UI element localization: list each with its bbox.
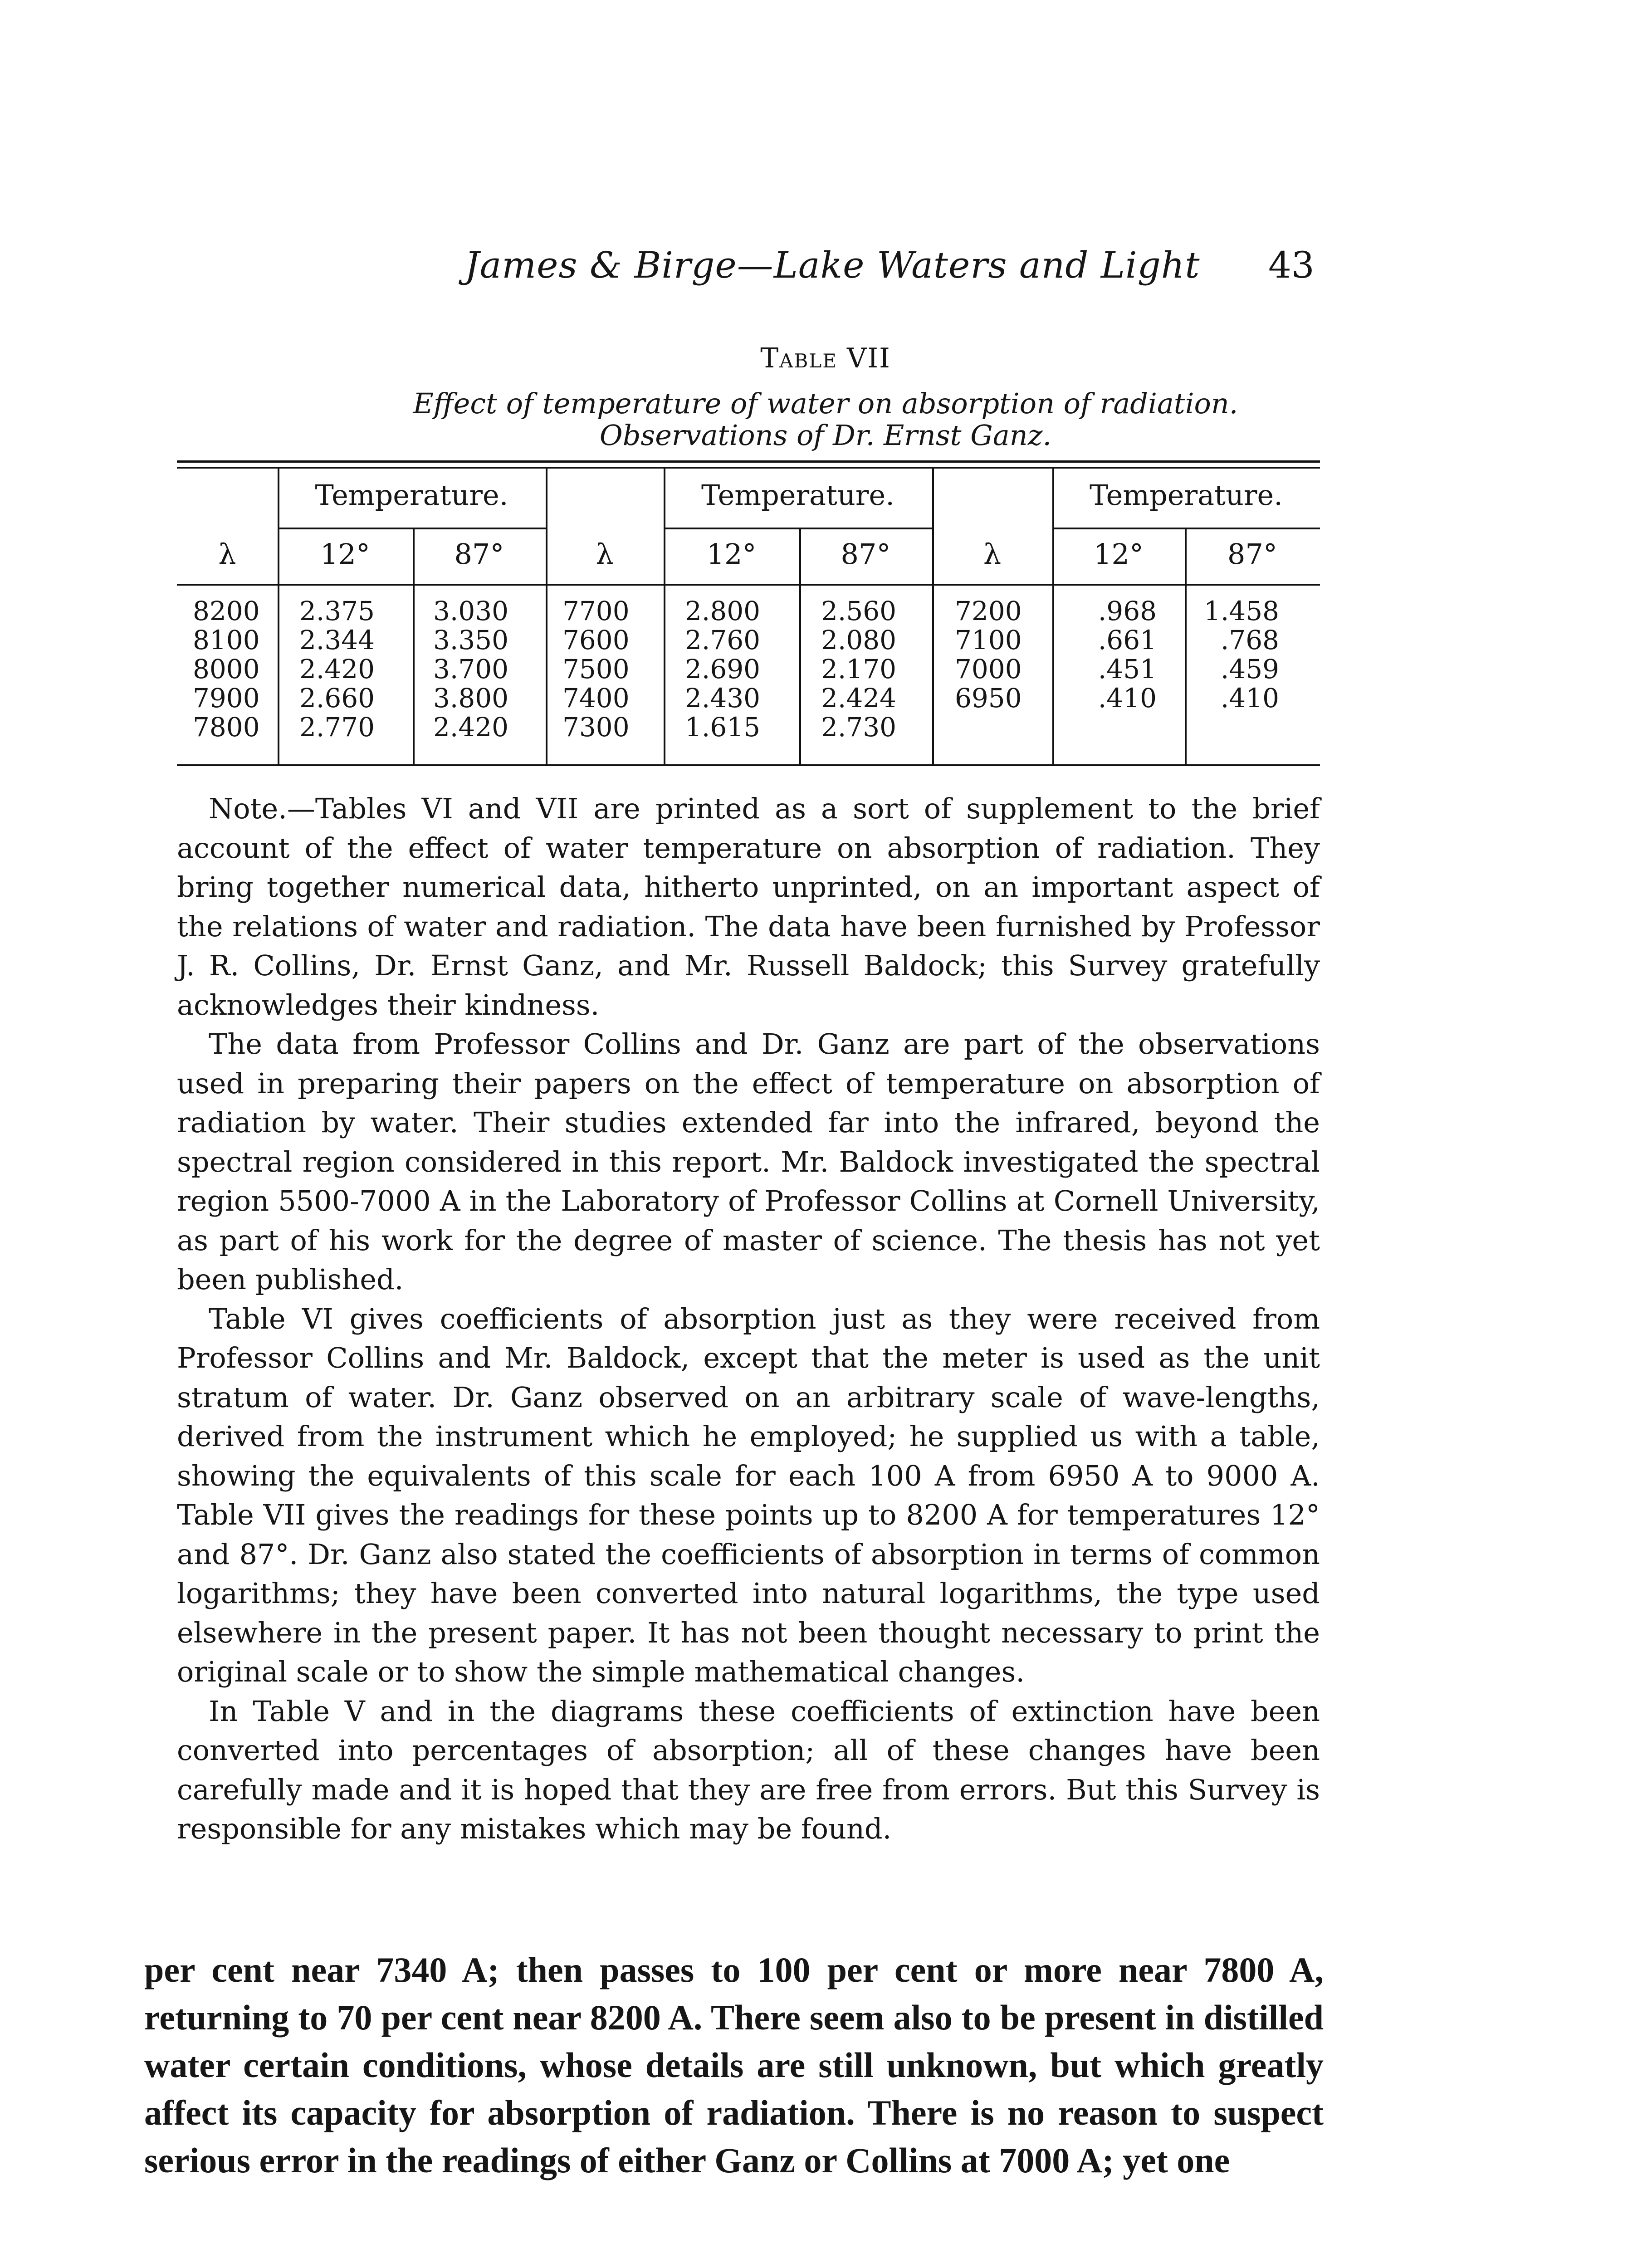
page-number: 43 [1268,244,1315,286]
note-paragraph: Table VI gives coefficients of absorption just as they were received from Professor Collins and Mr. Baldock, except that the meter is used as the unit stratum of water. Dr. Ganz observed on an arbitrary scale of wave-lengths, derived from the instrument which he employed; he supplied us with a table, showing the equivalents of this scale for each 100 A from 6950 A to 9000 A. Table VII gives the readings for these points up to 8200 A for temperatures 12° and 87°. Dr. Ganz also stated the coefficients of absorption in terms of common logarithms; they have been converted into natural logarithms, the type used elsewhere in the present paper. It has not been thought necessary to print the original scale or to show the simple mathematical changes. [177,1302,1320,1688]
table-label: Table VII [760,342,891,374]
temp-12-column: .968 .661 .451 .410 [1098,596,1157,714]
table-notes [177,789,1320,1849]
lambda-column: 8200 8100 8000 7900 7800 [193,596,260,743]
temperature-header: Temperature. [315,479,508,512]
temp-87-column: 2.560 2.080 2.170 2.424 2.730 [821,596,897,743]
data-table [177,460,1320,769]
lambda-column: 7200 7100 7000 6950 [955,596,1022,714]
table-caption-sub: Observations of Dr. Ernst Ganz. [599,419,1052,452]
temperature-underline [1052,528,1320,529]
table-caption: Effect of temperature of water on absorption of radiation. [413,387,1238,420]
lambda-header: λ [983,538,1002,571]
note-paragraph: The data from Professor Collins and Dr. Ganz are part of the observations used in preparing their papers on the effect of temperature on absorption of radiation by water. Their studies extended far into the infrared, beyond the spectral region considered in this report. Mr. Baldock investigated the spectral region 5500-7000 A in the Laboratory of Professor Collins at Cornell University, as part of his work for the degree of master of science. The thesis has not yet been published. [177,1027,1320,1296]
note-paragraph: In Table V and in the diagrams these coefficients of extinction have been converted into percentages of absorption; all of these changes have been carefully made and it is hoped that they are free from errors. But this Survey is responsible for any mistakes which may be found. [177,1694,1320,1845]
temp-87-column: 1.458 .768 .459 .410 [1203,596,1279,714]
temp-12-header: 12° [320,538,370,571]
running-head: James & Birge—Lake Waters and Light [464,244,1200,286]
lambda-header: λ [218,538,236,571]
temperature-header: Temperature. [1090,479,1283,512]
column-divider [546,469,547,764]
temp-12-header: 12° [706,538,757,571]
temp-12-header: 12° [1094,538,1144,571]
body-paragraph: per cent near 7340 A; then passes to 100 per cent or more near 7800 A, returning to 70 per cent near 8200 A. There seem also to be present in distilled water certain conditions, whose details are still unknown, but which greatly affect its capacity for absorption of radiation. There is no reason to suspect serious error in the readings of either Ganz or Collins at 7000 A; yet one [144,1950,1324,2180]
column-divider [1052,469,1054,764]
table-header-rule [177,584,1320,586]
temp-87-column: 3.030 3.350 3.700 3.800 2.420 [433,596,509,743]
temp-87-header: 87° [1227,538,1277,571]
column-divider [932,469,934,764]
table-bottom-rule [177,764,1320,766]
table-top-rule-inner [177,467,1320,469]
lambda-column: 7700 7600 7500 7400 7300 [562,596,630,743]
temp-87-header: 87° [841,538,891,571]
temp-87-header: 87° [454,538,504,571]
column-divider [664,469,665,764]
note-paragraph: Note.—Tables VI and VII are printed as a sort of supplement to the brief account of the effect of water temperature on absorption of radiation. They bring together numerical data, hitherto unprinted, on an important aspect of the relations of water and radiation. The data have been furnished by Professor J. R. Collins, Dr. Ernst Ganz, and Mr. Russell Baldock; this Survey gratefully acknowledges their kindness. [177,792,1320,1022]
column-divider [278,469,279,764]
table-top-rule [177,460,1320,463]
temp-12-column: 2.800 2.760 2.690 2.430 1.615 [685,596,761,743]
temperature-underline [664,528,932,529]
body-text [144,1946,1324,2184]
lambda-header: λ [596,538,614,571]
temp-12-column: 2.375 2.344 2.420 2.660 2.770 [299,596,375,743]
temperature-header: Temperature. [701,479,894,512]
temperature-underline [278,528,546,529]
